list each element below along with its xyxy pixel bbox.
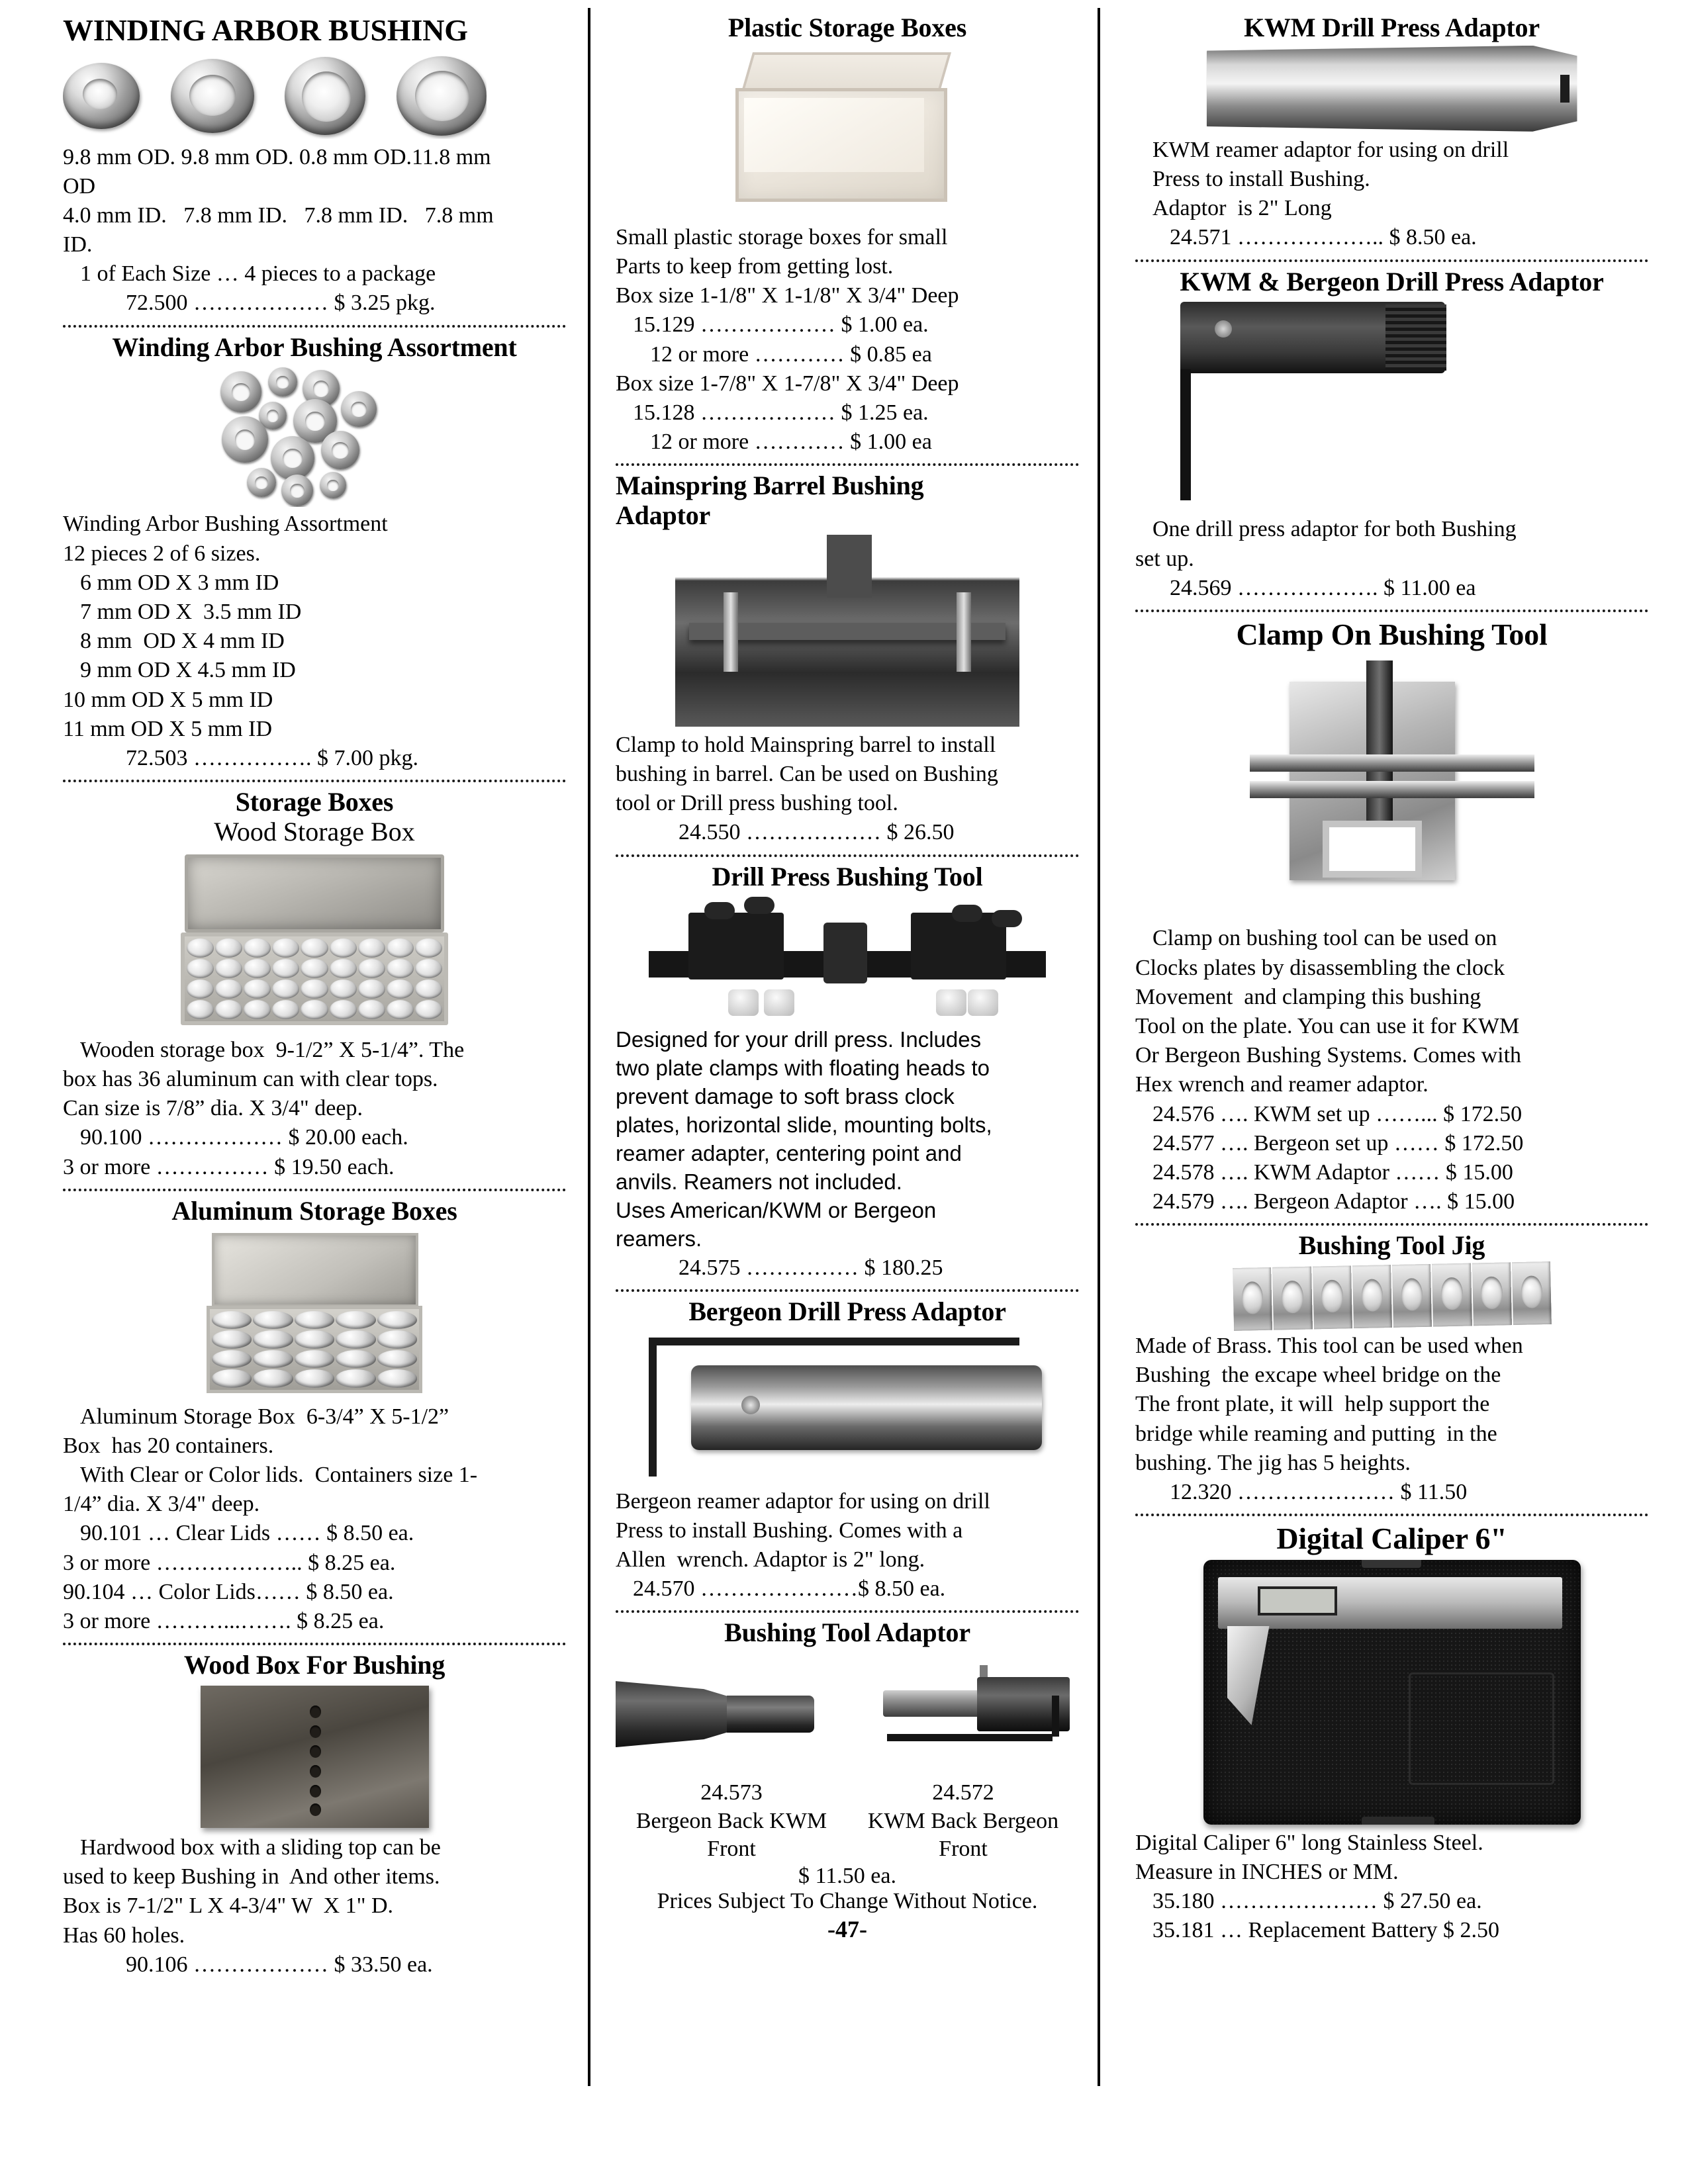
price-line-35181: 35.181 … Replacement Battery $ 2.50 xyxy=(1152,1918,1500,1943)
price-line-15129: 15.129 ……………… $ 1.00 ea. xyxy=(633,312,929,338)
price-line-90104: 90.104 … Color Lids…… $ 8.50 ea. xyxy=(63,1579,394,1604)
storage-boxes-title: Storage Boxes xyxy=(235,787,394,817)
section-bergeon-drill-press-adaptor xyxy=(616,1297,1079,1604)
price-change-notice: Prices Subject To Change Without Notice. xyxy=(657,1888,1038,1913)
dpbt-desc-3: prevent damage to soft brass clock xyxy=(616,1084,955,1109)
price-line-24550: 24.550 ……………… $ 26.50 xyxy=(679,820,955,845)
price-line-24579: 24.579 …. Bergeon Adaptor …. $ 15.00 xyxy=(1152,1189,1515,1214)
clamp-base-window xyxy=(1323,821,1422,878)
price-line-90100-bulk: 3 or more …………… $ 19.50 each. xyxy=(63,1154,395,1179)
hardwood-desc-1: Hardwood box with a sliding top can be xyxy=(80,1835,441,1860)
price-line-24575: 24.575 …………… $ 180.25 xyxy=(679,1255,943,1280)
albox-desc-4: 1/4” dia. X 3/4" deep. xyxy=(63,1492,260,1517)
price-line-90101-bulk: 3 or more ……………….. $ 8.25 ea. xyxy=(63,1550,396,1575)
adaptor-right-code: 24.572 xyxy=(932,1780,994,1805)
plastic-desc-2: Parts to keep from getting lost. xyxy=(616,253,894,279)
assortment-size-5: 10 mm OD X 5 mm ID xyxy=(63,687,273,712)
price-line-72503: 72.503 ……………. $ 7.00 pkg. xyxy=(126,745,418,770)
bushing-ring-1 xyxy=(63,63,140,129)
adaptor-24572-photo xyxy=(880,1665,1079,1764)
winding-arbor-bushing-title: WINDING ARBOR BUSHING xyxy=(63,13,468,47)
separator-rule xyxy=(63,780,566,782)
tool-knob-right2 xyxy=(992,910,1022,927)
mainspring-adaptor-title-line2: Adaptor xyxy=(616,500,711,531)
column-middle xyxy=(589,7,1099,2184)
wood-box-for-bushing-desc xyxy=(63,1833,566,1979)
dpbt-desc-8: reamers. xyxy=(616,1226,702,1251)
plastic-desc-1: Small plastic storage boxes for small xyxy=(616,224,948,250)
allen-wrench-short-arm xyxy=(649,1338,657,1477)
assortment-size-1: 6 mm OD X 3 mm ID xyxy=(80,570,279,595)
hex-wrench-short xyxy=(1052,1696,1059,1737)
caliper-jaw xyxy=(1227,1626,1270,1725)
adaptor-left-label-1: Bergeon Back KWM xyxy=(635,1808,827,1833)
jig-desc-2: Bushing the excape wheel bridge on the xyxy=(1135,1363,1501,1388)
assortment-size-2: 7 mm OD X 3.5 mm ID xyxy=(80,600,302,624)
section-bushing-tool-adaptor xyxy=(616,1618,1079,1942)
kwm-drill-press-adaptor-title: KWM Drill Press Adaptor xyxy=(1244,13,1540,42)
adaptor-set-screw xyxy=(741,1396,760,1414)
assortment-size-4: 9 mm OD X 4.5 mm ID xyxy=(80,658,296,683)
separator-rule xyxy=(1135,1514,1648,1516)
albox-desc-1: Aluminum Storage Box 6-3/4” X 5-1/2” xyxy=(80,1404,449,1429)
adaptor-24573-photo xyxy=(616,1672,814,1758)
section-storage-boxes xyxy=(63,788,566,1182)
bushing-tool-adaptor-title: Bushing Tool Adaptor xyxy=(724,1617,970,1648)
digital-caliper-photo xyxy=(1203,1560,1581,1825)
jig-desc-4: bridge while reaming and putting in the xyxy=(1135,1421,1497,1446)
section-drill-press-bushing-tool xyxy=(616,862,1079,1283)
section-mainspring-barrel-bushing-adaptor xyxy=(616,471,1079,847)
jig-desc-1: Made of Brass. This tool can be used when xyxy=(1135,1334,1523,1359)
kwm-adaptor-photo xyxy=(1207,46,1577,132)
caliper-desc-1: Digital Caliper 6" long Stainless Steel. xyxy=(1135,1830,1483,1855)
bushing-tool-adaptor-photos xyxy=(616,1652,1079,1778)
clamp-rod-upper xyxy=(1250,754,1534,772)
bushing-ring-4 xyxy=(397,56,487,136)
price-line-24576: 24.576 …. KWM set up ……... $ 172.50 xyxy=(1152,1101,1523,1126)
price-line-12320: 12.320 ………………… $ 11.50 xyxy=(1170,1480,1468,1505)
separator-rule xyxy=(63,1189,566,1191)
hardwood-desc-2: used to keep Bushing in And other items. xyxy=(63,1864,440,1889)
clamp-desc-2: Clocks plates by disassembling the clock xyxy=(1135,955,1505,980)
assortment-size-6: 11 mm OD X 5 mm ID xyxy=(63,716,273,741)
section-wood-box-for-bushing xyxy=(63,1651,566,1979)
price-line-15128: 15.128 ……………… $ 1.25 ea. xyxy=(633,400,929,425)
bergeon-adaptor-desc-3: Allen wrench. Adaptor is 2" long. xyxy=(616,1547,925,1572)
winding-arbor-bushing-photo xyxy=(63,53,487,139)
winding-arbor-assortment-title: Winding Arbor Bushing Assortment xyxy=(112,332,517,362)
clamp-desc-1: Clamp on bushing tool can be used on xyxy=(1152,926,1497,951)
clamp-rod-lower xyxy=(1250,781,1534,798)
plastic-storage-boxes-title: Plastic Storage Boxes xyxy=(727,13,967,42)
tool-anvil-4 xyxy=(968,989,998,1016)
albox-desc-2: Box has 20 containers. xyxy=(63,1433,274,1458)
wood-storage-box-photo xyxy=(175,852,453,1030)
bushing-ring-2 xyxy=(171,59,254,133)
albox-desc-3: With Clear or Color lids. Containers size 1- xyxy=(80,1463,478,1488)
wood-storage-box-subtitle: Wood Storage Box xyxy=(214,816,415,846)
tool-knob-right xyxy=(952,905,982,922)
mainspring-adaptor-title-line1: Mainspring Barrel Bushing xyxy=(616,471,924,501)
clamp-desc-5: Or Bergeon Bushing Systems. Comes with xyxy=(1135,1043,1522,1068)
kwm-bergeon-adaptor-desc xyxy=(1135,515,1648,603)
kwm-drill-press-adaptor-desc xyxy=(1135,136,1648,253)
bushing-tool-jig-photo xyxy=(1233,1261,1552,1331)
drill-press-bushing-tool-photo xyxy=(649,894,1046,1023)
winding-arbor-bushing-specs xyxy=(63,143,566,318)
dpbt-desc-2: two plate clamps with floating heads to xyxy=(616,1056,990,1081)
spec-line-2: OD xyxy=(63,173,96,199)
price-line-90100: 90.100 ……………… $ 20.00 each. xyxy=(80,1125,408,1150)
tool-anvil-3 xyxy=(936,989,966,1016)
separator-rule xyxy=(1135,1223,1648,1226)
bushing-assortment-photo xyxy=(215,365,414,507)
bushing-tool-jig-desc xyxy=(1135,1332,1648,1507)
clamp-desc-3: Movement and clamping this bushing xyxy=(1135,984,1481,1009)
plastic-box-base xyxy=(735,88,947,202)
clamp-on-bushing-tool-photo xyxy=(1250,655,1534,920)
spec-line-4: ID. xyxy=(63,232,93,257)
plastic-size-2: Box size 1-7/8" X 1-7/8" X 3/4" Deep xyxy=(616,371,959,396)
winding-arbor-assortment-desc xyxy=(63,510,566,773)
separator-rule xyxy=(616,1610,1079,1613)
digital-caliper-desc xyxy=(1135,1829,1648,1946)
section-clamp-on-bushing-tool xyxy=(1135,617,1648,1216)
hardwood-box-photo xyxy=(201,1686,429,1828)
mainspring-desc-1: Clamp to hold Mainspring barrel to install xyxy=(616,732,996,757)
column-right xyxy=(1099,7,1688,2184)
price-line-24577: 24.577 …. Bergeon set up …… $ 172.50 xyxy=(1152,1130,1524,1156)
hex-wrench-long xyxy=(887,1734,1053,1741)
kwm-bergeon-desc-1: One drill press adaptor for both Bushing xyxy=(1152,517,1517,542)
case-latch-top xyxy=(1362,1560,1421,1568)
clamp-spindle xyxy=(1366,660,1393,826)
assortment-desc-1: Winding Arbor Bushing Assortment xyxy=(63,512,388,537)
price-line-24571: 24.571 ……………….. $ 8.50 ea. xyxy=(1170,225,1477,250)
price-line-90104-bulk: 3 or more ………...……. $ 8.25 ea. xyxy=(63,1608,385,1633)
separator-rule xyxy=(63,1643,566,1645)
mainspring-desc-3: tool or Drill press bushing tool. xyxy=(616,791,898,816)
section-digital-caliper xyxy=(1135,1522,1648,1945)
assortment-desc-2: 12 pieces 2 of 6 sizes. xyxy=(63,541,261,566)
section-plastic-storage-boxes xyxy=(616,13,1079,457)
bushing-ring-3 xyxy=(285,57,365,135)
price-line-72500: 72.500 ……………… $ 3.25 pkg. xyxy=(126,291,436,316)
adaptor-left-label-2: Front xyxy=(707,1837,756,1862)
mainspring-screw-left xyxy=(724,592,738,672)
price-line-24578: 24.578 …. KWM Adaptor …… $ 15.00 xyxy=(1152,1160,1513,1185)
price-line-90101: 90.101 … Clear Lids …… $ 8.50 ea. xyxy=(80,1521,414,1546)
separator-rule xyxy=(616,854,1079,857)
spec-line-1: 9.8 mm OD. 9.8 mm OD. 0.8 mm OD.11.8 mm xyxy=(63,144,491,169)
bergeon-adaptor-photo xyxy=(642,1331,1053,1483)
hardwood-desc-3: Box is 7-1/2" L X 4-3/4" W X 1" D. xyxy=(63,1893,394,1919)
mainspring-barrel-adaptor-photo xyxy=(675,535,1019,727)
mainspring-post xyxy=(827,535,872,598)
box-lid xyxy=(185,854,444,933)
aluminum-storage-boxes-title: Aluminum Storage Boxes xyxy=(171,1195,457,1226)
separator-rule xyxy=(1135,259,1648,262)
dpbt-desc-4: plates, horizontal slide, mounting bolts, xyxy=(616,1113,992,1138)
price-line-15128-bulk: 12 or more ………… $ 1.00 ea xyxy=(650,430,932,455)
jig-desc-3: The front plate, it will help support the xyxy=(1135,1392,1490,1417)
section-winding-arbor-assortment xyxy=(63,333,566,773)
adaptor-left-code: 24.573 xyxy=(700,1780,763,1805)
dpbt-desc-6: anvils. Reamers not included. xyxy=(616,1169,902,1194)
section-winding-arbor-bushing xyxy=(63,13,566,318)
tool-center-cylinder xyxy=(823,923,867,983)
allen-wrench-long-arm xyxy=(649,1338,1019,1345)
jig-desc-5: bushing. The jig has 5 heights. xyxy=(1135,1450,1411,1475)
wood-box-for-bushing-title: Wood Box For Bushing xyxy=(183,1650,445,1680)
dpbt-desc-7: Uses American/KWM or Bergeon xyxy=(616,1197,937,1222)
clamp-on-bushing-tool-title: Clamp On Bushing Tool xyxy=(1236,617,1548,651)
package-note: 1 of Each Size … 4 pieces to a package xyxy=(80,261,436,287)
section-kwm-drill-press-adaptor xyxy=(1135,13,1648,253)
bergeon-adaptor-desc-1: Bergeon reamer adaptor for using on drill xyxy=(616,1488,990,1514)
case-latch-bottom xyxy=(1362,1817,1434,1825)
aluminum-storage-boxes-desc xyxy=(63,1402,566,1637)
tool-clamp-right xyxy=(911,913,1006,979)
separator-rule xyxy=(616,1289,1079,1292)
separator-rule xyxy=(1135,610,1648,612)
price-line-35180: 35.180 ………………… $ 27.50 ea. xyxy=(1152,1889,1482,1914)
clamp-desc-4: Tool on the plate. You can use it for KWM xyxy=(1135,1013,1520,1038)
wood-box-desc-2: box has 36 aluminum can with clear tops. xyxy=(63,1067,438,1092)
section-bushing-tool-jig xyxy=(1135,1231,1648,1507)
bergeon-drill-press-adaptor-desc xyxy=(616,1487,1079,1604)
bergeon-adaptor-desc-2: Press to install Bushing. Comes with a xyxy=(616,1518,963,1543)
caliper-lcd-display xyxy=(1258,1586,1337,1615)
section-aluminum-storage-boxes xyxy=(63,1197,566,1636)
plastic-box-photo xyxy=(731,47,963,219)
dpbt-desc-1: Designed for your drill press. Includes xyxy=(616,1027,982,1052)
bushing-tool-adaptor-price: $ 11.50 ea. xyxy=(798,1863,896,1888)
bushing-tool-adaptor-captions xyxy=(616,1779,1079,1864)
price-line-90106: 90.106 ……………… $ 33.50 ea. xyxy=(126,1952,433,1977)
drill-press-bushing-tool-desc xyxy=(616,1026,1079,1253)
page-number: -47- xyxy=(827,1915,867,1942)
clamp-on-bushing-tool-desc xyxy=(1135,924,1648,1216)
kwm-desc-2: Press to install Bushing. xyxy=(1152,166,1370,191)
albox-tray xyxy=(207,1306,422,1393)
mainspring-desc-2: bushing in barrel. Can be used on Bushing xyxy=(616,762,998,787)
section-kwm-bergeon-drill-press-adaptor xyxy=(1135,267,1648,603)
tool-knob-left2 xyxy=(744,897,774,914)
price-line-24570: 24.570 …………………$ 8.50 ea. xyxy=(633,1576,946,1602)
dpbt-desc-5: reamer adapter, centering point and xyxy=(616,1141,962,1165)
tool-anvil-1 xyxy=(728,989,759,1016)
spec-line-3: 4.0 mm ID. 7.8 mm ID. 7.8 mm ID. 7.8 mm xyxy=(63,203,494,228)
hardwood-desc-4: Has 60 holes. xyxy=(63,1923,185,1948)
separator-rule xyxy=(616,463,1079,466)
albox-lid xyxy=(212,1233,418,1307)
tool-anvil-2 xyxy=(764,989,794,1016)
adaptor-right-label-1: KWM Back Bergeon xyxy=(867,1808,1059,1833)
kwm-bergeon-adaptor-title: KWM & Bergeon Drill Press Adaptor xyxy=(1180,266,1604,296)
tool-knob-left xyxy=(704,902,735,919)
kwm-bergeon-desc-2: set up. xyxy=(1135,546,1194,571)
kwm-desc-1: KWM reamer adaptor for using on drill xyxy=(1152,137,1509,162)
kwm-desc-3: Adaptor is 2" Long xyxy=(1152,196,1332,221)
clamp-desc-6: Hex wrench and reamer adaptor. xyxy=(1135,1072,1429,1097)
column-left xyxy=(0,7,589,2184)
storage-boxes-desc xyxy=(63,1036,566,1182)
adaptor-right-label-2: Front xyxy=(939,1837,988,1862)
caliper-beam xyxy=(1218,1577,1562,1629)
digital-caliper-title: Digital Caliper 6" xyxy=(1276,1522,1507,1556)
wood-box-desc-1: Wooden storage box 9-1/2” X 5-1/4”. The xyxy=(80,1037,465,1062)
case-pocket xyxy=(1409,1672,1554,1785)
kwm-bergeon-adaptor-photo xyxy=(1175,299,1453,511)
mainspring-screw-right xyxy=(957,592,971,672)
mainspring-adaptor-desc xyxy=(616,731,1079,848)
separator-rule xyxy=(63,325,566,328)
drill-press-bushing-tool-title: Drill Press Bushing Tool xyxy=(712,861,983,891)
plastic-size-1: Box size 1-1/8" X 1-1/8" X 3/4" Deep xyxy=(616,283,959,308)
price-line-24569: 24.569 ………………. $ 11.00 ea xyxy=(1170,575,1476,600)
price-line-15129-bulk: 12 or more ………… $ 0.85 ea xyxy=(650,341,932,367)
wood-box-desc-3: Can size is 7/8” dia. X 3/4" deep. xyxy=(63,1096,363,1121)
box-tray xyxy=(181,933,448,1025)
plastic-storage-boxes-desc xyxy=(616,223,1079,457)
bushing-tool-jig-title: Bushing Tool Jig xyxy=(1298,1230,1485,1261)
tool-clamp-left xyxy=(688,913,784,979)
aluminum-storage-box-photo xyxy=(205,1232,424,1397)
bergeon-drill-press-adaptor-title: Bergeon Drill Press Adaptor xyxy=(688,1296,1006,1326)
assortment-size-3: 8 mm OD X 4 mm ID xyxy=(80,629,285,654)
caliper-desc-2: Measure in INCHES or MM. xyxy=(1135,1859,1399,1884)
